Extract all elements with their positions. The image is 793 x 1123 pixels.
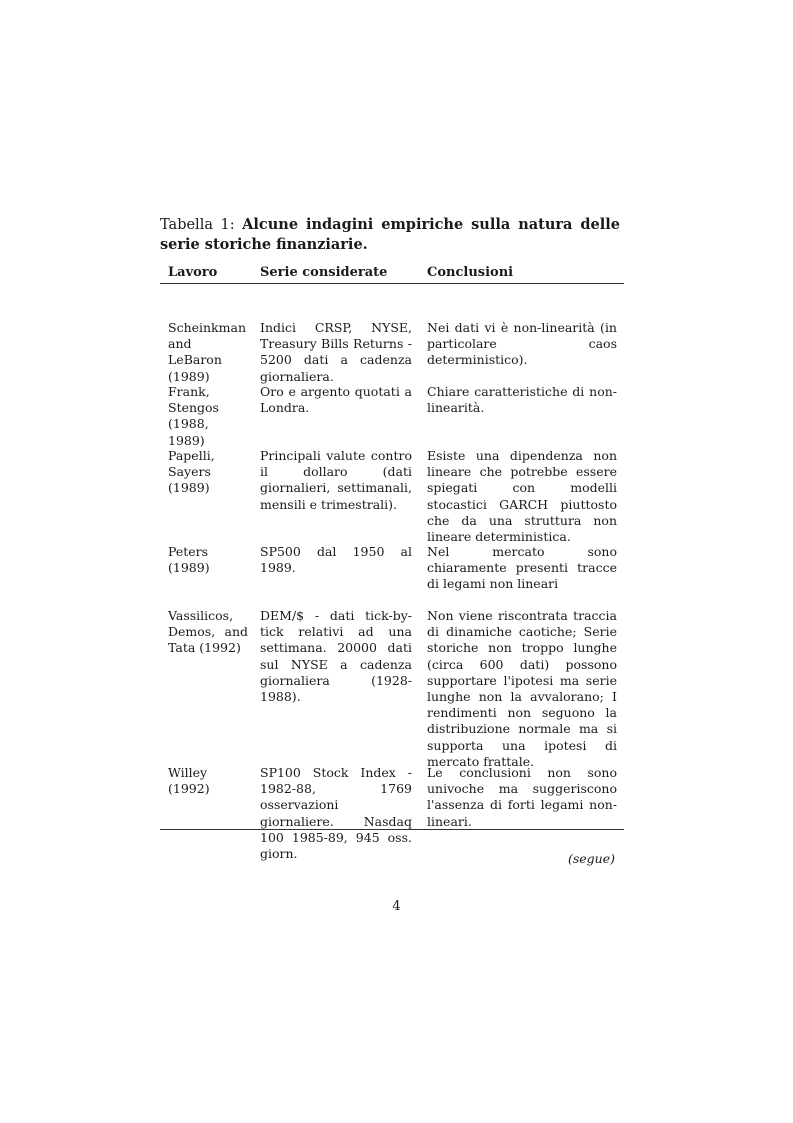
cell-lavoro: Willey (1992): [168, 765, 210, 797]
cell-lavoro: Scheinkman and LeBaron (1989): [168, 320, 246, 384]
cell-conclusioni: Le conclusioni non sono univoche ma suggeriscono l'assenza di forti legami non-lineari.: [427, 765, 617, 829]
cell-serie: DEM/$ - dati tick-by-tick relativi ad una settimana. 20000 dati sul NYSE a cadenza giornaliera (1928-1988).: [260, 608, 412, 705]
continued-label: (segue): [567, 851, 615, 866]
caption-title: Alcune indagini empiriche sulla natura delle serie storiche finanziarie.: [160, 216, 620, 253]
cell-lavoro: Peters (1989): [168, 544, 210, 576]
cell-conclusioni: Nel mercato sono chiaramente presenti tracce di legami non lineari: [427, 544, 617, 592]
table-header: [160, 263, 624, 284]
cell-conclusioni: Nei dati vi è non-linearità (in particolare caos deterministico).: [427, 320, 617, 368]
cell-serie: SP100 Stock Index - 1982-88, 1769 osservazioni giornaliere. Nasdaq 100 1985-89, 945 oss. giorn.: [260, 765, 412, 862]
caption-label: Tabella 1:: [160, 217, 235, 233]
cell-lavoro: Vassilicos, Demos, and Tata (1992): [168, 608, 248, 656]
page-number: 4: [392, 899, 401, 914]
cell-conclusioni: Chiare caratteristiche di non-linearità.: [427, 384, 617, 416]
header-lavoro: Lavoro: [168, 265, 218, 280]
cell-serie: SP500 dal 1950 al 1989.: [260, 544, 412, 576]
header-conclusioni: Conclusioni: [427, 265, 514, 280]
cell-serie: Principali valute contro il dollaro (dati giornalieri, settimanali, mensili e trimestrali).: [260, 448, 412, 512]
cell-lavoro: Papelli, Sayers (1989): [168, 448, 215, 496]
cell-serie: Indici CRSP, NYSE, Treasury Bills Returns - 5200 dati a cadenza giornaliera.: [260, 320, 412, 384]
cell-serie: Oro e argento quotati a Londra.: [260, 384, 412, 416]
cell-lavoro: Frank, Stengos (1988, 1989): [168, 384, 219, 448]
cell-conclusioni: Esiste una dipendenza non lineare che potrebbe essere spiegati con modelli stocastici GARCH piuttosto che da una struttura non lineare deterministica.: [427, 448, 617, 545]
cell-conclusioni: Non viene riscontrata traccia di dinamiche caotiche; Serie storiche non troppo lunghe (circa 600 dati) possono supportare l'ipotesi ma serie lunghe non la avvalorano; I rendimenti non seguono la distribuzione normale ma si supporta una ipotesi di mercato frattale.: [427, 608, 617, 769]
header-serie: Serie considerate: [260, 265, 388, 280]
table-caption: [160, 215, 620, 255]
